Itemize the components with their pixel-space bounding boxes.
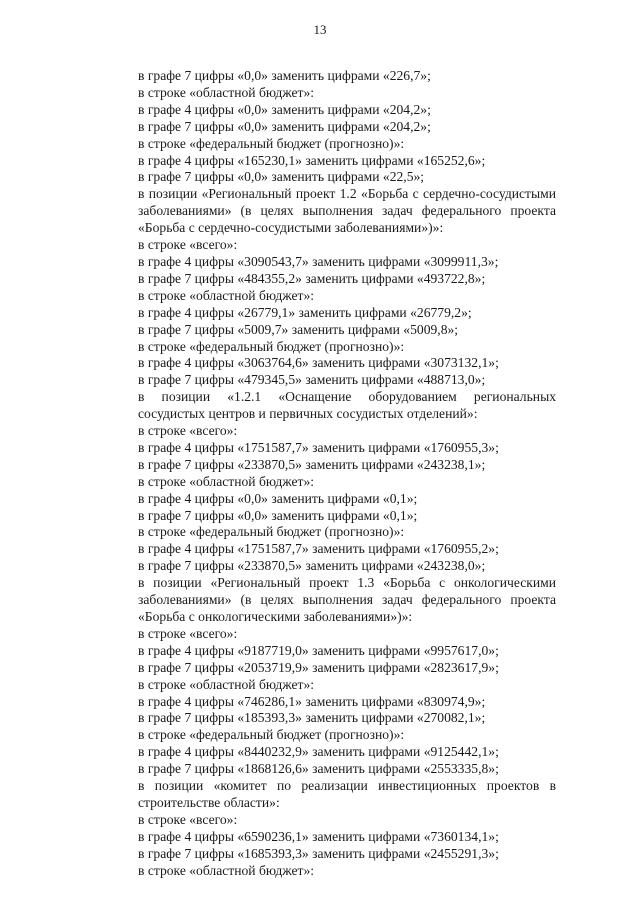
text-line: в строке «федеральный бюджет (прогнозно)»: — [138, 338, 405, 354]
text-line: в строке «областной бюджет»: — [138, 287, 315, 303]
text-line: в позиции «1.2.1 «Оснащение оборудованием региональных сосудистых центров и первичных сосудистых отделений»: — [138, 389, 556, 422]
text-line: в графе 7 цифры «233870,5» заменить цифрами «243238,0»; — [138, 558, 486, 574]
text-line: в строке «всего»: — [138, 811, 238, 827]
text-line: в графе 4 цифры «8440232,9» заменить цифрами «9125442,1»; — [138, 744, 499, 760]
text-line: в строке «областной бюджет»: — [138, 862, 315, 878]
text-line: в графе 4 цифры «26779,1» заменить цифрами «26779,2»; — [138, 304, 472, 320]
text-line: в графе 4 цифры «6590236,1» заменить цифрами «7360134,1»; — [138, 828, 499, 844]
text-line: в графе 7 цифры «233870,5» заменить цифрами «243238,1»; — [138, 456, 486, 472]
text-line: в графе 4 цифры «9187719,0» заменить цифрами «9957617,0»; — [138, 642, 499, 658]
text-line: в позиции «Региональный проект 1.2 «Борьба с сердечно-сосудистыми заболеваниями» (в целях выполнения задач федерального проекта «Борьба с сердечно-сосудистыми заболеваниями»)»: — [138, 186, 556, 236]
text-line: в строке «всего»: — [138, 423, 238, 439]
text-line: в графе 7 цифры «1868126,6» заменить цифрами «2553335,8»; — [138, 761, 499, 777]
text-line: в графе 7 цифры «484355,2» заменить цифрами «493722,8»; — [138, 270, 486, 286]
text-line: в графе 4 цифры «0,0» заменить цифрами «204,2»; — [138, 101, 431, 117]
text-line: в графе 7 цифры «0,0» заменить цифрами «22,5»; — [138, 169, 425, 185]
text-line: в графе 4 цифры «1751587,7» заменить цифрами «1760955,3»; — [138, 439, 499, 455]
text-line: в строке «федеральный бюджет (прогнозно)»: — [138, 135, 405, 151]
document-body — [104, 68, 556, 880]
text-line: в графе 7 цифры «1685393,3» заменить цифрами «2455291,3»; — [138, 845, 499, 861]
text-line: в графе 4 цифры «1751587,7» заменить цифрами «1760955,2»; — [138, 541, 499, 557]
text-line: в строке «всего»: — [138, 237, 238, 253]
text-line: в графе 4 цифры «3090543,7» заменить цифрами «3099911,3»; — [138, 253, 499, 269]
text-line: в графе 7 цифры «0,0» заменить цифрами «226,7»; — [138, 68, 431, 83]
text-line: в графе 7 цифры «479345,5» заменить цифрами «488713,0»; — [138, 372, 486, 388]
text-line: в позиции «Региональный проект 1.3 «Борьба с онкологическими заболеваниями» (в целях выполнения задач федерального проекта «Борьба с онкологическими заболеваниями»)»: — [138, 575, 556, 624]
text-line: в графе 4 цифры «3063764,6» заменить цифрами «3073132,1»; — [138, 355, 499, 371]
text-line: в графе 4 цифры «0,0» заменить цифрами «0,1»; — [138, 490, 418, 506]
text-line: в строке «областной бюджет»: — [138, 84, 315, 100]
text-line: в графе 7 цифры «5009,7» заменить цифрами «5009,8»; — [138, 321, 459, 337]
text-line: в графе 7 цифры «185393,3» заменить цифрами «270082,1»; — [138, 710, 486, 726]
text-line: в строке «областной бюджет»: — [138, 676, 315, 692]
text-line: в графе 7 цифры «0,0» заменить цифрами «204,2»; — [138, 118, 431, 134]
text-line: в графе 7 цифры «0,0» заменить цифрами «0,1»; — [138, 507, 418, 523]
text-line: в строке «федеральный бюджет (прогнозно)»: — [138, 524, 405, 540]
text-line: в графе 7 цифры «2053719,9» заменить цифрами «2823617,9»; — [138, 659, 499, 675]
text-line: в графе 4 цифры «746286,1» заменить цифрами «830974,9»; — [138, 693, 486, 709]
text-line: в строке «федеральный бюджет (прогнозно)»: — [138, 727, 405, 743]
page-number: 13 — [313, 22, 327, 37]
text-line: в строке «областной бюджет»: — [138, 473, 315, 489]
text-line: в строке «всего»: — [138, 625, 238, 641]
text-line: в позиции «комитет по реализации инвестиционных проектов в строительстве области»: — [138, 778, 556, 810]
text-line: в графе 4 цифры «165230,1» заменить цифрами «165252,6»; — [138, 152, 486, 168]
